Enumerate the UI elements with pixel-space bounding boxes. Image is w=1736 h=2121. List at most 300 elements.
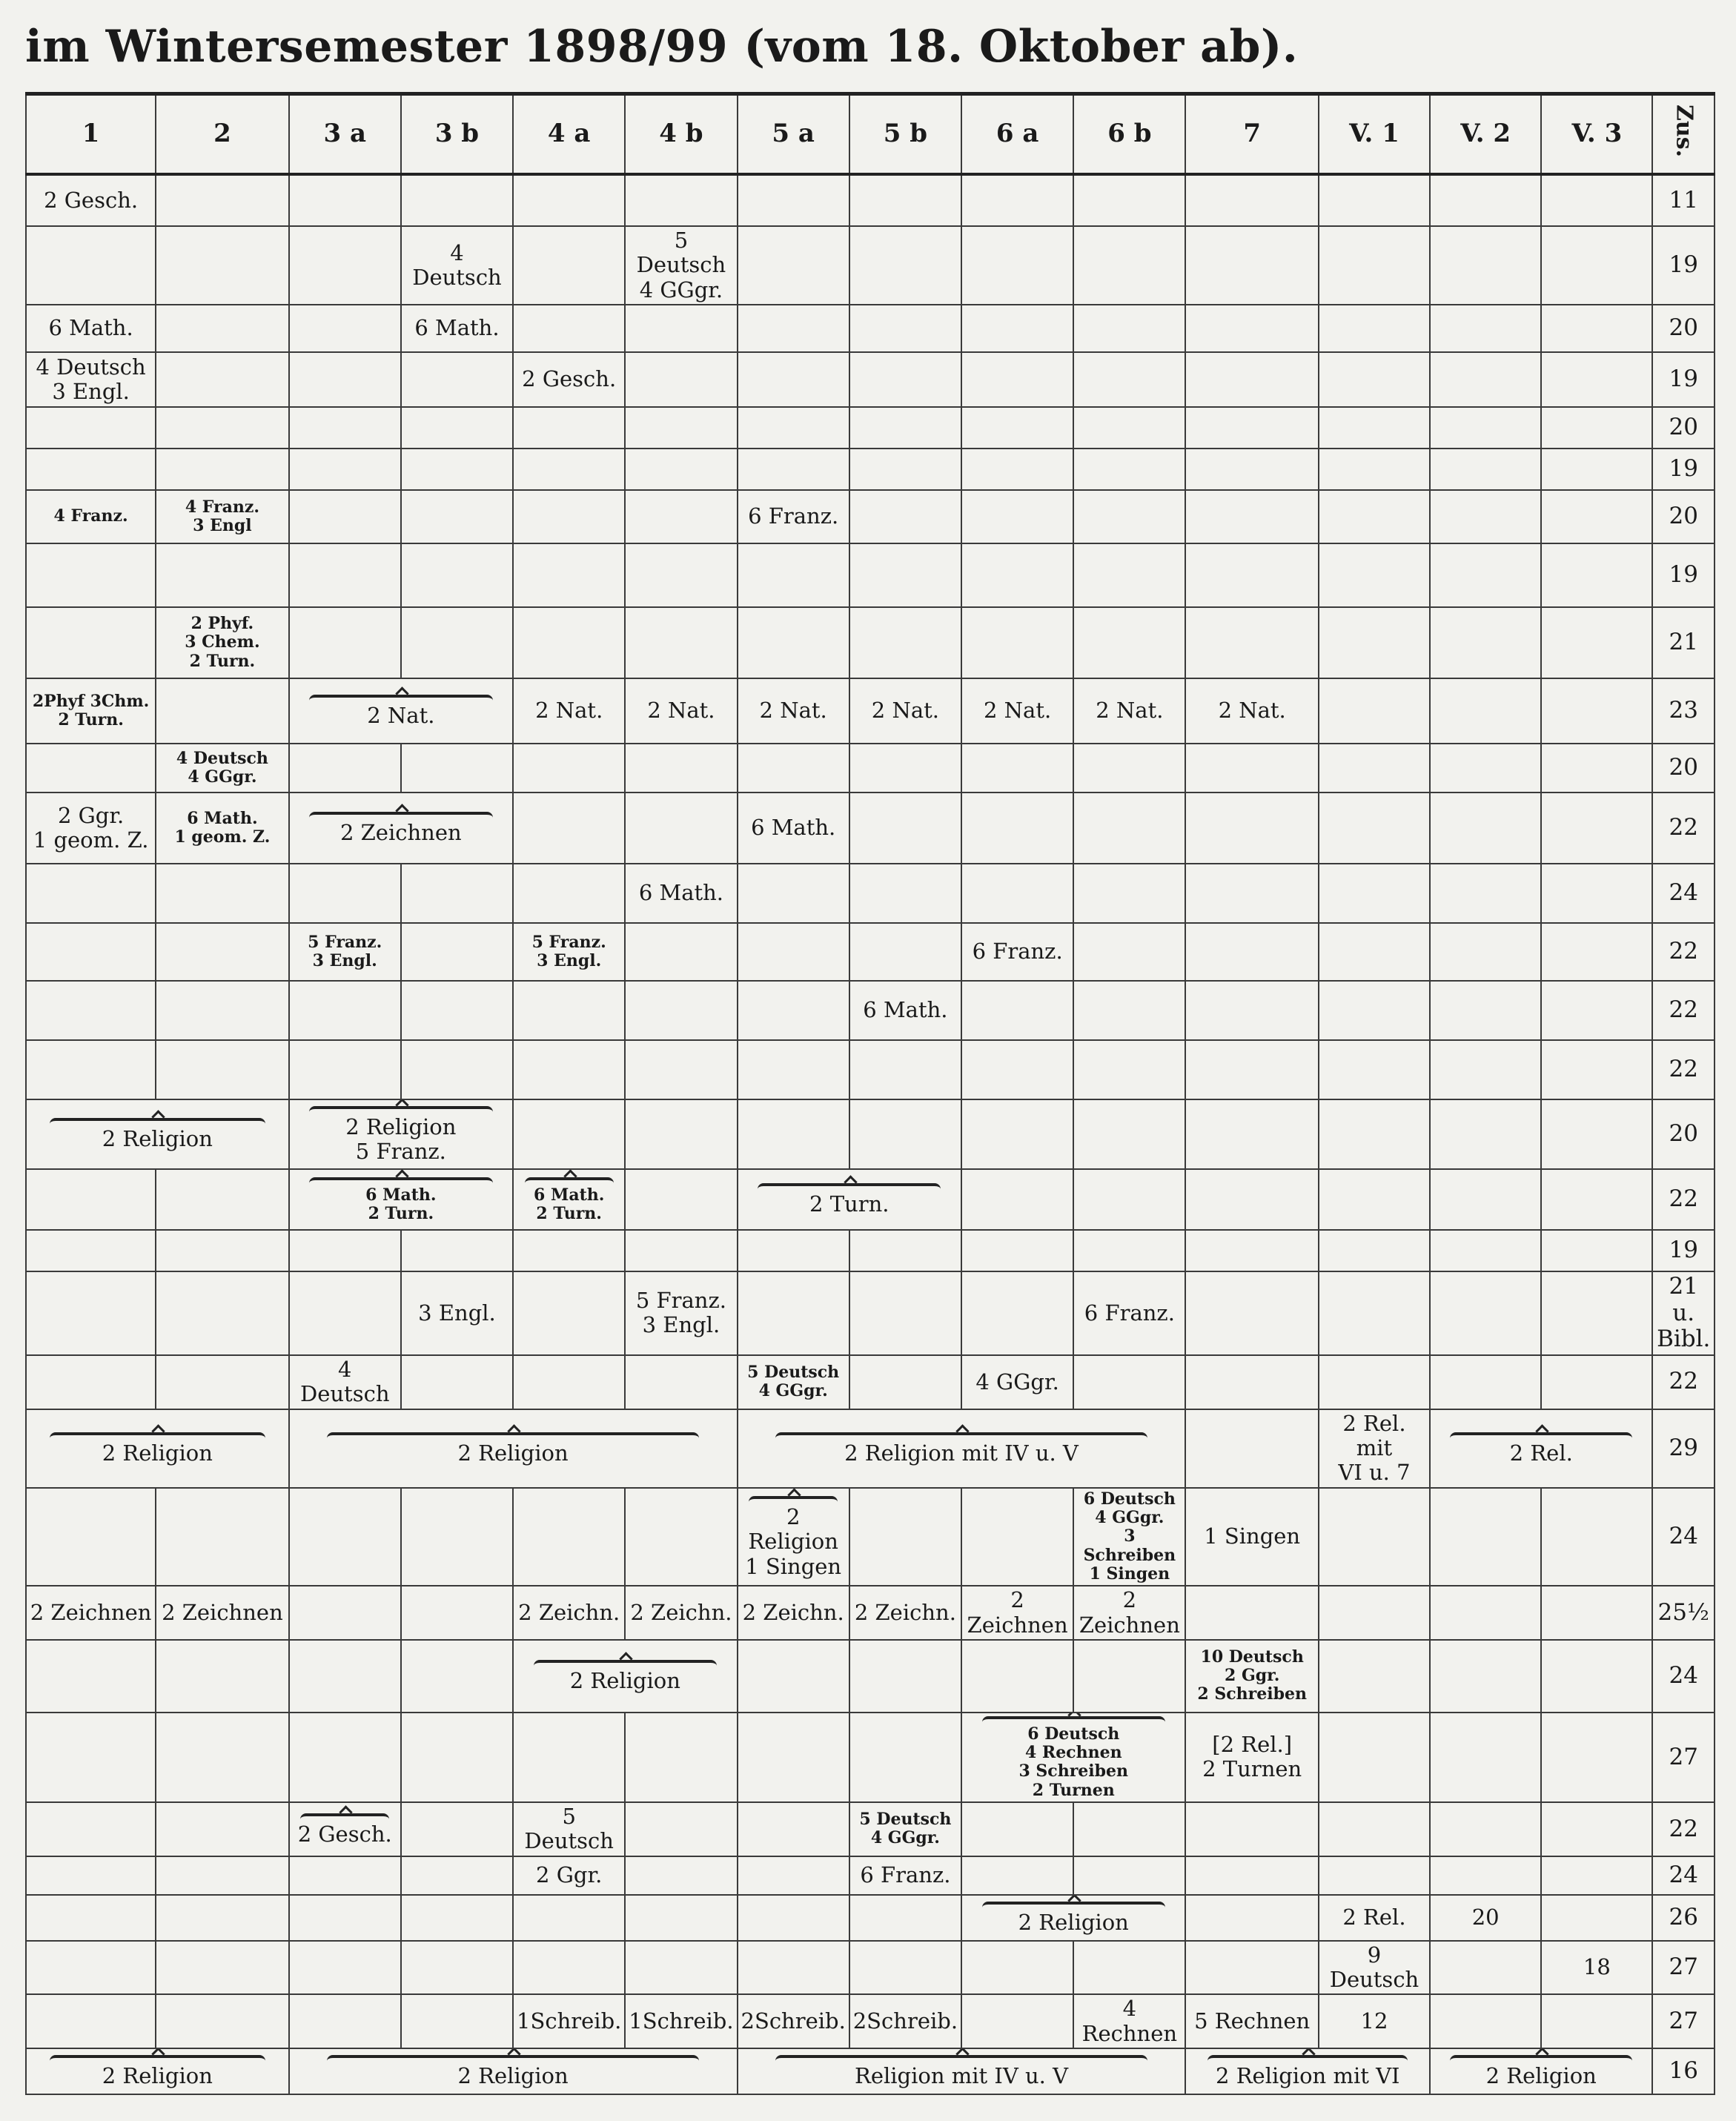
table-cell (1430, 1640, 1541, 1713)
table-cell (289, 1856, 401, 1895)
table-cell (26, 607, 156, 678)
table-cell (1319, 1169, 1430, 1230)
col-header: V. 3 (1541, 94, 1652, 175)
table-cell (156, 543, 288, 607)
table-row (26, 1856, 1715, 1895)
table-cell (401, 490, 513, 543)
table-cell (289, 793, 513, 864)
table-cell (1073, 864, 1185, 923)
table-row (26, 1409, 1715, 1488)
table-row (26, 407, 1715, 449)
table-cell: 2 Nat. (738, 678, 849, 744)
table-cell (289, 1586, 401, 1640)
table-cell (1430, 1099, 1541, 1169)
table-cell (625, 793, 737, 864)
table-cell (1430, 1713, 1541, 1802)
cell-text: 2 Gesch. (297, 1821, 392, 1847)
table-row (26, 305, 1715, 352)
total-cell: 21 u. Bibl. (1652, 1271, 1715, 1355)
table-cell (961, 981, 1073, 1040)
brace-group (516, 1176, 622, 1224)
table-cell (1073, 1355, 1185, 1409)
table-cell (738, 174, 849, 226)
table-row (26, 1994, 1715, 2048)
table-cell (1319, 1040, 1430, 1099)
table-cell (1073, 490, 1185, 543)
table-cell (401, 1040, 513, 1099)
table-cell (961, 490, 1073, 543)
table-cell (1541, 1713, 1652, 1802)
col-header: 3 a (289, 94, 401, 175)
total-cell: 20 (1652, 1099, 1715, 1169)
brace-mark (50, 2055, 265, 2065)
table-cell (26, 449, 156, 490)
table-row (26, 2048, 1715, 2094)
table-cell (849, 864, 961, 923)
table-cell (849, 449, 961, 490)
cell-text: 2 Religion (102, 1126, 213, 1152)
table-cell (1185, 1040, 1318, 1099)
table-cell (849, 1488, 961, 1586)
cell-text: 2 Religion (1018, 1910, 1129, 1936)
table-cell (401, 607, 513, 678)
table-cell (1430, 864, 1541, 923)
brace-group (292, 810, 510, 845)
table-cell: 4 Deutsch (401, 226, 513, 305)
table-cell (513, 1040, 625, 1099)
brace-group (1433, 1431, 1649, 1466)
table-row (26, 449, 1715, 490)
table-cell (1185, 1941, 1318, 1995)
table-cell (961, 793, 1073, 864)
table-row (26, 226, 1715, 305)
table-cell (625, 174, 737, 226)
table-cell (1073, 981, 1185, 1040)
table-cell (1319, 607, 1430, 678)
table-cell (1319, 793, 1430, 864)
page-title: im Wintersemester 1898/99 (vom 18. Oktober ab). (25, 21, 1299, 73)
brace-mark (50, 1432, 265, 1443)
table-cell (625, 1355, 737, 1409)
table-cell (289, 1040, 401, 1099)
col-header: 4 b (625, 94, 737, 175)
table-cell (625, 1099, 737, 1169)
table-cell (26, 1040, 156, 1099)
table-cell (26, 1099, 289, 1169)
col-header-zus: Zus. (1652, 94, 1715, 175)
table-cell (1319, 678, 1430, 744)
table-cell (26, 543, 156, 607)
table-cell (289, 305, 401, 352)
table-cell (1430, 678, 1541, 744)
table-cell (513, 543, 625, 607)
col-header: 5 b (849, 94, 961, 175)
table-cell (401, 449, 513, 490)
table-cell: 6 Math. (849, 981, 961, 1040)
cell-text: 2 Religion mit VI (1216, 2063, 1400, 2089)
table-cell (1430, 744, 1541, 793)
table-cell: 2 Zeichnen (156, 1586, 288, 1640)
table-cell: 1 Singen (1185, 1488, 1318, 1586)
table-cell (961, 1040, 1073, 1099)
table-cell (26, 1856, 156, 1895)
table-cell (1073, 1640, 1185, 1713)
brace-mark (309, 1177, 492, 1188)
table-cell (513, 1640, 737, 1713)
brace-mark (1207, 2055, 1408, 2065)
table-cell (156, 1355, 288, 1409)
table-cell (1430, 2048, 1652, 2094)
table-cell (1541, 490, 1652, 543)
table-cell (1430, 1586, 1541, 1640)
table-cell (849, 1040, 961, 1099)
table-cell (738, 226, 849, 305)
table-cell (625, 1230, 737, 1271)
table-cell (1541, 305, 1652, 352)
table-cell (961, 543, 1073, 607)
table-cell (1430, 793, 1541, 864)
table-cell (738, 923, 849, 981)
brace-group (741, 1182, 958, 1217)
brace-group (292, 1431, 735, 1466)
table-cell (1319, 1713, 1430, 1802)
table-cell: 4 Deutsch 4 GGgr. (156, 744, 288, 793)
table-row (26, 1895, 1715, 1941)
table-cell (738, 1488, 849, 1586)
table-cell (1185, 923, 1318, 981)
table-cell (1185, 981, 1318, 1040)
brace-mark (327, 1432, 698, 1443)
table-cell: 2 Zeichn. (738, 1586, 849, 1640)
table-cell (156, 1488, 288, 1586)
table-cell (1319, 1586, 1430, 1640)
table-cell: 2 Phyf. 3 Chem. 2 Turn. (156, 607, 288, 678)
table-row (26, 1355, 1715, 1409)
brace-group (741, 2054, 1183, 2088)
table-row (26, 1040, 1715, 1099)
table-row (26, 490, 1715, 543)
table-cell (1541, 543, 1652, 607)
table-cell: 2 Zeichnen (961, 1586, 1073, 1640)
table-cell (513, 1355, 625, 1409)
table-cell (961, 305, 1073, 352)
table-cell (401, 543, 513, 607)
table-cell: 5 Franz. 3 Engl. (289, 923, 401, 981)
total-cell: 20 (1652, 407, 1715, 449)
brace-group (1433, 2054, 1649, 2088)
table-cell (849, 226, 961, 305)
table-cell (1430, 981, 1541, 1040)
table-cell: 4 Deutsch (289, 1355, 401, 1409)
table-cell (738, 607, 849, 678)
table-cell: 6 Franz. (849, 1856, 961, 1895)
table-cell (1073, 1802, 1185, 1856)
table-cell (1319, 1488, 1430, 1586)
table-cell (738, 1230, 849, 1271)
table-cell (1541, 1802, 1652, 1856)
table-cell (1319, 864, 1430, 923)
table-cell (1319, 1640, 1430, 1713)
cell-text: 2 Nat. (367, 703, 435, 729)
brace-mark (309, 812, 492, 822)
table-cell (513, 1099, 625, 1169)
table-cell (738, 352, 849, 407)
table-cell (289, 2048, 738, 2094)
table-cell: 2 Zeichn. (849, 1586, 961, 1640)
table-cell (156, 981, 288, 1040)
brace-group (964, 1900, 1182, 1935)
table-cell: 2 Nat. (961, 678, 1073, 744)
table-cell (289, 1941, 401, 1995)
table-row (26, 744, 1715, 793)
table-cell (26, 864, 156, 923)
table-cell: 6 Math. (26, 305, 156, 352)
cell-text: 2 Religion (457, 2063, 569, 2089)
table-cell (1430, 1802, 1541, 1856)
table-cell (289, 174, 401, 226)
table-cell (849, 305, 961, 352)
table-cell (1430, 449, 1541, 490)
table-cell (1541, 1856, 1652, 1895)
table-cell (1541, 793, 1652, 864)
total-cell: 24 (1652, 1488, 1715, 1586)
table-cell (1185, 864, 1318, 923)
table-cell (1541, 174, 1652, 226)
table-cell (1185, 449, 1318, 490)
table-cell (1319, 1355, 1430, 1409)
table-cell (289, 1895, 401, 1941)
table-cell: 2 Ggr. (513, 1856, 625, 1895)
table-cell (1430, 352, 1541, 407)
total-cell: 11 (1652, 174, 1715, 226)
table-cell: 2 Ggr. 1 geom. Z. (26, 793, 156, 864)
table-cell (289, 1640, 401, 1713)
table-cell (401, 1713, 513, 1802)
total-cell: 27 (1652, 1941, 1715, 1995)
table-cell: 6 Math. (401, 305, 513, 352)
table-cell (26, 981, 156, 1040)
table-cell (1185, 407, 1318, 449)
table-cell (156, 1169, 288, 1230)
table-cell (625, 923, 737, 981)
header-row (26, 94, 1715, 175)
table-cell (289, 1271, 401, 1355)
brace-group (29, 1431, 286, 1466)
total-cell: 22 (1652, 1355, 1715, 1409)
table-cell (1073, 1856, 1185, 1895)
table-cell (513, 1230, 625, 1271)
brace-mark (982, 1902, 1165, 1912)
table-cell: 2 Zeichn. (513, 1586, 625, 1640)
table-cell (738, 449, 849, 490)
table-cell (401, 407, 513, 449)
table-cell (738, 1409, 1186, 1488)
table-cell (156, 1994, 288, 2048)
table-cell (289, 407, 401, 449)
table-cell (738, 1640, 849, 1713)
cell-text: 2 Religion (457, 1440, 569, 1466)
table-cell (849, 1941, 961, 1995)
table-cell (156, 1271, 288, 1355)
table-cell (289, 1713, 401, 1802)
table-cell (513, 1488, 625, 1586)
table-cell (156, 1713, 288, 1802)
table-cell (1430, 1040, 1541, 1099)
table-cell (849, 174, 961, 226)
table-cell: 9 Deutsch (1319, 1941, 1430, 1995)
table-cell (1430, 407, 1541, 449)
table-cell (26, 1640, 156, 1713)
cell-text: 2 Religion (102, 2063, 213, 2089)
table-cell (1430, 1488, 1541, 1586)
table-row (26, 543, 1715, 607)
table-cell (1319, 174, 1430, 226)
table-cell (961, 407, 1073, 449)
table-cell (961, 226, 1073, 305)
table-cell (1319, 449, 1430, 490)
table-cell: 2 Nat. (849, 678, 961, 744)
table-cell (1185, 1586, 1318, 1640)
brace-mark (775, 2055, 1147, 2065)
table-cell (289, 864, 401, 923)
table-cell (1541, 407, 1652, 449)
table-cell: 6 Math. (738, 793, 849, 864)
table-cell (849, 1355, 961, 1409)
table-cell (289, 1230, 401, 1271)
table-cell (156, 1941, 288, 1995)
table-cell (1319, 1802, 1430, 1856)
table-cell (401, 1640, 513, 1713)
table-cell (289, 1169, 513, 1230)
brace-mark (534, 1660, 717, 1670)
table-cell (1185, 1802, 1318, 1856)
table-cell (26, 1169, 156, 1230)
table-cell (289, 744, 401, 793)
table-cell (1185, 1271, 1318, 1355)
table-cell (738, 981, 849, 1040)
table-cell (961, 1169, 1073, 1230)
table-cell (156, 174, 288, 226)
brace-mark (327, 2055, 698, 2065)
table-row (26, 607, 1715, 678)
table-cell: 1Schreib. (513, 1994, 625, 2048)
table-cell (26, 1713, 156, 1802)
table-cell (289, 1409, 738, 1488)
table-cell: 5 Deutsch 4 GGgr. (738, 1355, 849, 1409)
table-cell (513, 1713, 625, 1802)
brace-group (292, 1812, 398, 1847)
table-cell (1541, 1230, 1652, 1271)
table-cell: 2Phyf 3Chm. 2 Turn. (26, 678, 156, 744)
table-row (26, 678, 1715, 744)
table-cell: 5 Rechnen (1185, 1994, 1318, 2048)
brace-mark (50, 1118, 265, 1128)
table-cell (289, 543, 401, 607)
table-cell (156, 226, 288, 305)
total-cell: 21 (1652, 607, 1715, 678)
table-cell (738, 1040, 849, 1099)
table-cell (1319, 1856, 1430, 1895)
table-cell (156, 1040, 288, 1099)
cell-text: Religion mit IV u. V (854, 2063, 1069, 2089)
table-cell (1185, 1169, 1318, 1230)
table-cell: 10 Deutsch 2 Ggr. 2 Schreiben (1185, 1640, 1318, 1713)
brace-mark (1450, 1432, 1632, 1443)
table-cell (625, 543, 737, 607)
table-cell (961, 174, 1073, 226)
table-cell: 2 Zeichnen (1073, 1586, 1185, 1640)
table-cell (625, 1941, 737, 1995)
table-cell (738, 2048, 1186, 2094)
col-header: 6 b (1073, 94, 1185, 175)
brace-mark (1450, 2055, 1632, 2065)
table-cell (1185, 1856, 1318, 1895)
total-cell: 23 (1652, 678, 1715, 744)
table-cell (1073, 543, 1185, 607)
table-cell: 2 Gesch. (26, 174, 156, 226)
table-cell (1319, 1230, 1430, 1271)
table-cell (738, 543, 849, 607)
table-cell (961, 1895, 1185, 1941)
table-cell (1319, 226, 1430, 305)
table-cell: 2Schreib. (738, 1994, 849, 2048)
table-cell: 2 Nat. (513, 678, 625, 744)
table-cell (1541, 226, 1652, 305)
table-cell (1319, 1271, 1430, 1355)
table-cell (1319, 305, 1430, 352)
table-cell (1073, 226, 1185, 305)
timetable (25, 92, 1715, 2095)
cell-text: 6 Math. 2 Turn. (365, 1185, 437, 1224)
cell-text: 2 Religion 1 Singen (745, 1503, 842, 1579)
table-cell (625, 407, 737, 449)
table-row (26, 1802, 1715, 1856)
table-cell (289, 678, 513, 744)
table-cell (738, 1895, 849, 1941)
table-cell (513, 449, 625, 490)
table-cell (961, 1994, 1073, 2048)
brace-mark (775, 1432, 1147, 1443)
table-row (26, 981, 1715, 1040)
brace-group (29, 1116, 286, 1151)
cell-text: 2 Turn. (809, 1191, 889, 1217)
table-cell (1319, 981, 1430, 1040)
table-cell: 6 Franz. (961, 923, 1073, 981)
table-cell: 2 Nat. (625, 678, 737, 744)
table-cell (401, 744, 513, 793)
cell-text: 2 Religion (569, 1668, 680, 1694)
table-cell (1430, 607, 1541, 678)
table-cell: 6 Franz. (738, 490, 849, 543)
total-cell: 22 (1652, 981, 1715, 1040)
table-cell (156, 1895, 288, 1941)
table-cell (1541, 1586, 1652, 1640)
table-cell (1319, 543, 1430, 607)
table-cell: 5 Deutsch 4 GGgr. (625, 226, 737, 305)
table-cell (289, 1802, 401, 1856)
table-cell (513, 1271, 625, 1355)
brace-group (1188, 2054, 1427, 2088)
table-cell (738, 1713, 849, 1802)
brace-mark (982, 1716, 1165, 1727)
brace-group (29, 2054, 286, 2088)
table-cell (1541, 678, 1652, 744)
table-cell (1073, 352, 1185, 407)
total-cell: 22 (1652, 793, 1715, 864)
cell-text: 2 Rel. (1509, 1440, 1573, 1466)
table-cell: 4 Deutsch 3 Engl. (26, 352, 156, 407)
table-cell (1185, 2048, 1430, 2094)
